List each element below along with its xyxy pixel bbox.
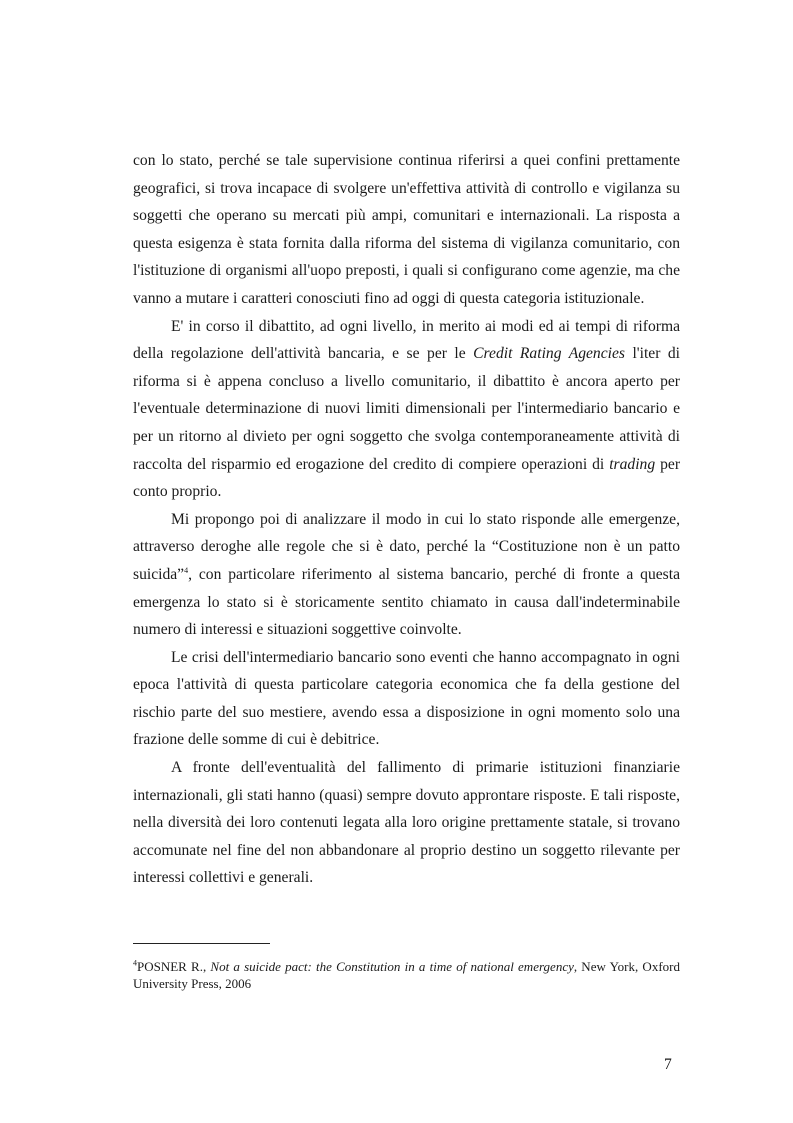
paragraph-text: Le crisi dell'intermediario bancario sono eventi che hanno accompagnato in ogni epoca l'attività di questa particolare categoria economica che fa della gestione del rischio parte del suo mestiere, avendo essa a disposizione in ogni momento solo una frazione delle somme di cui è debitrice. <box>133 648 680 749</box>
paragraph <box>133 506 680 644</box>
footnote-divider <box>133 943 270 944</box>
footnote-reference: 4 <box>184 565 189 575</box>
paragraph-text: con lo stato, perché se tale supervisione continua riferirsi a quei confini prettamente geografici, si trova incapace di svolgere un'effettiva attività di controllo e vigilanza su soggetti che operano su mercati più ampi, comunitari e internazionali. La risposta a questa esigenza è stata fornita dalla riforma del sistema di vigilanza comunitario, con l'istituzione di organismi all'uopo preposti, i quali si configurano come agenzie, ma che vanno a mutare i caratteri conosciuti fino ad oggi di questa categoria istituzionale. <box>133 152 680 307</box>
footnote <box>133 958 680 992</box>
body-text <box>133 147 680 892</box>
page-number: 7 <box>664 1056 672 1073</box>
italic-term: Credit Rating Agencies <box>473 345 625 363</box>
paragraph-text: E' in corso il dibattito, ad ogni livello, in merito ai modi ed ai tempi di riforma della regolazione dell'attività bancaria, e se per le <box>133 317 680 363</box>
paragraph <box>133 644 680 754</box>
paragraph <box>133 147 680 313</box>
footnote-publication: , New York, Oxford University Press, 2006 <box>133 959 680 991</box>
paragraph <box>133 754 680 892</box>
footnote-marker: 4 <box>133 958 137 968</box>
paragraph-text: A fronte dell'eventualità del fallimento di primarie istituzioni finanziarie internazionali, gli stati hanno (quasi) sempre dovuto approntare risposte. E tali risposte, nella diversità dei loro contenuti legata alla loro origine prettamente statale, si trovano accomunate nel fine del non abbandonare al proprio destino un soggetto rilevante per interessi collettivi e generali. <box>133 759 680 887</box>
italic-term: trading <box>609 455 656 473</box>
paragraph-text: per conto proprio. <box>133 455 681 501</box>
footnote-title: Not a suicide pact: the Constitution in a time of national emergency <box>210 959 574 974</box>
paragraph-text: Mi propongo poi di analizzare il modo in cui lo stato risponde alle emergenze, attraverso deroghe alle regole che si è dato, perché la “Costituzione non è un patto suicida” <box>133 510 680 583</box>
paragraph <box>133 313 680 506</box>
footnote-author: POSNER R., <box>137 959 211 974</box>
paragraph-text: l'iter di riforma si è appena concluso a livello comunitario, il dibattito è ancora aperto per l'eventuale determinazione di nuovi limiti dimensionali per l'intermediario bancario e per un ritorno al divieto per ogni soggetto che svolga contemporaneamente attività di raccolta del risparmio ed erogazione del credito di compiere operazioni di <box>133 345 680 473</box>
paragraph-text: , con particolare riferimento al sistema bancario, perché di fronte a questa emergenza lo stato si è storicamente sentito chiamato in causa dall'indeterminabile numero di interessi e situazioni soggettive coinvolte. <box>133 565 680 639</box>
